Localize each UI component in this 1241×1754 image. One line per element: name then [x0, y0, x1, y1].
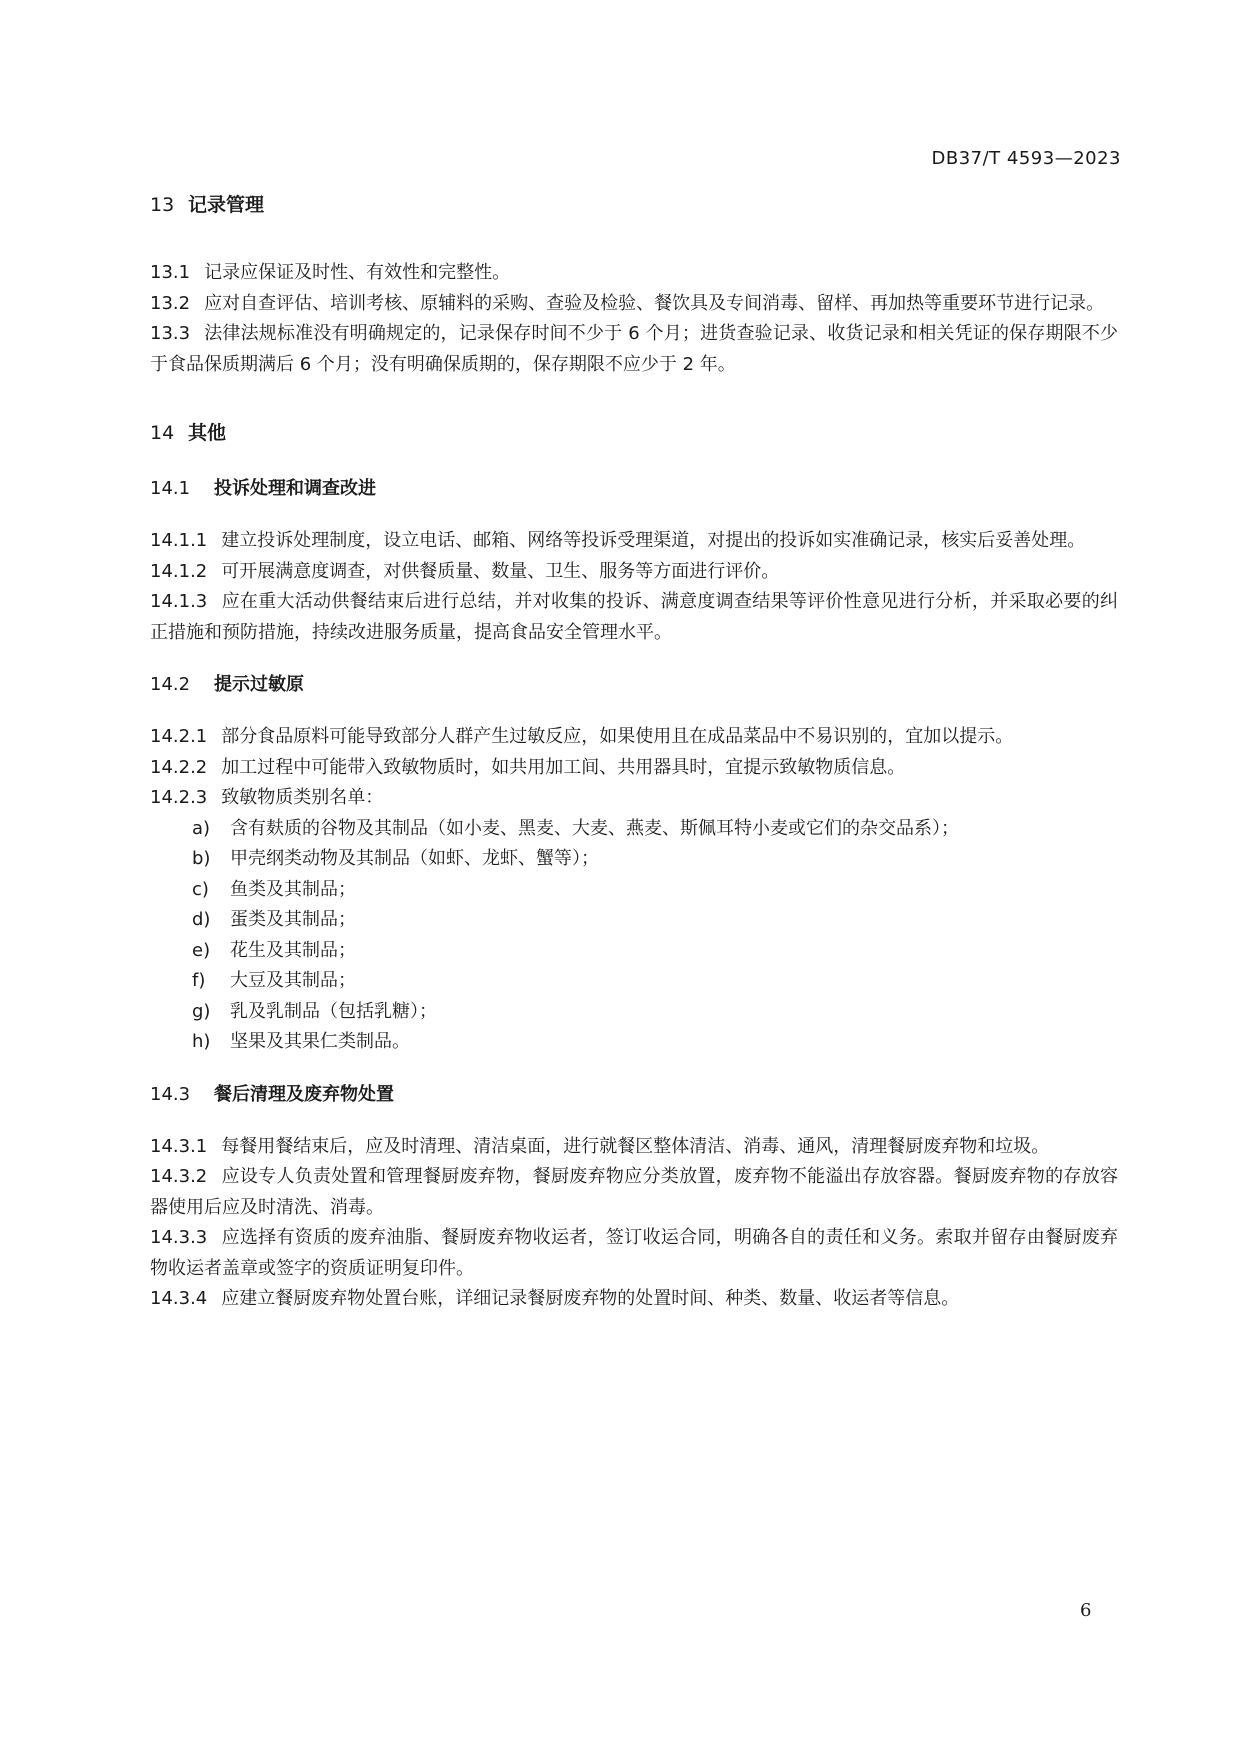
clause-14-3-2	[150, 1162, 1118, 1223]
subsection-title: 投诉处理和调查改进	[214, 478, 376, 499]
clause-text: 加工过程中可能带入致敏物质时，如共用加工间、共用器具时，宜提示致敏物质信息。	[221, 756, 906, 778]
list-item	[150, 875, 1118, 906]
subsection-title: 餐后清理及废弃物处置	[214, 1083, 394, 1105]
list-item	[150, 814, 1118, 845]
document-body	[150, 190, 1118, 1315]
list-marker: f)	[192, 970, 206, 991]
clause-text: 致敏物质类别名单：	[221, 787, 384, 808]
section-title: 其他	[188, 422, 227, 444]
list-item	[150, 905, 1118, 936]
list-item-text: 大豆及其制品；	[230, 970, 356, 991]
clause-number: 14.3.2	[150, 1166, 208, 1187]
clause-13-3	[150, 319, 1118, 380]
clause-text: 应选择有资质的废弃油脂、餐厨废弃物收运者，签订收运合同，明确各自的责任和义务。索取并留存由餐厨废弃物收运者盖章或签字的资质证明复印件。	[150, 1227, 1118, 1279]
clause-number: 14.1.2	[150, 560, 208, 582]
page-number: 6	[1080, 1600, 1092, 1621]
clause-text: 部分食品原料可能导致部分人群产生过敏反应，如果使用且在成品菜品中不易识别的，宜加以提示。	[221, 726, 1014, 747]
list-marker: a)	[192, 817, 211, 839]
list-item-text: 乳及乳制品（包括乳糖）；	[230, 1000, 437, 1022]
section-number: 13	[150, 194, 175, 216]
list-marker: e)	[192, 939, 211, 961]
subsection-heading-14-2	[150, 670, 1118, 700]
list-item-text: 甲壳纲类动物及其制品（如虾、龙虾、蟹等）；	[230, 848, 599, 869]
list-marker: c)	[192, 878, 209, 900]
clause-14-1-3	[150, 587, 1118, 648]
clause-number: 14.2.3	[150, 787, 208, 808]
clause-14-2-1	[150, 722, 1118, 753]
clause-number: 14.1.1	[150, 530, 208, 551]
clause-text: 应建立餐厨废弃物处置台账，详细记录餐厨废弃物的处置时间、种类、数量、收运者等信息。	[221, 1288, 960, 1309]
clause-number: 14.3.1	[150, 1135, 208, 1157]
list-marker: d)	[192, 909, 211, 930]
clause-14-2-3	[150, 783, 1118, 814]
clause-number: 14.3.3	[150, 1227, 208, 1248]
list-marker: g)	[192, 1000, 211, 1022]
list-marker: b)	[192, 848, 211, 869]
clause-text: 记录应保证及时性、有效性和完整性。	[204, 262, 511, 283]
subsection-title: 提示过敏原	[214, 674, 304, 695]
list-item-text: 花生及其制品；	[230, 939, 356, 961]
section-heading-13	[150, 190, 1118, 220]
clause-14-3-1	[150, 1132, 1118, 1163]
clause-text: 应设专人负责处置和管理餐厨废弃物，餐厨废弃物应分类放置，废弃物不能溢出存放容器。餐厨废弃物的存放容器使用后应及时清洗、消毒。	[150, 1166, 1118, 1218]
clause-text: 应在重大活动供餐结束后进行总结，并对收集的投诉、满意度调查结果等评价性意见进行分析，并采取必要的纠正措施和预防措施，持续改进服务质量，提高食品安全管理水平。	[150, 591, 1118, 643]
list-item	[150, 997, 1118, 1028]
clause-text: 可开展满意度调查，对供餐质量、数量、卫生、服务等方面进行评价。	[221, 560, 780, 582]
document-code: DB37/T 4593—2023	[931, 148, 1121, 169]
clause-13-1	[150, 258, 1118, 289]
clause-14-3-3	[150, 1223, 1118, 1284]
clause-text: 法律法规标准没有明确规定的，记录保存时间不少于 6 个月；进货查验记录、收货记录和相关凭证的保存期限不少于食品保质期满后 6 个月；没有明确保质期的，保存期限不应少于 2 年。	[150, 323, 1118, 375]
list-item-text: 坚果及其果仁类制品。	[230, 1031, 410, 1052]
clause-14-3-4	[150, 1284, 1118, 1315]
clause-number: 14.2.1	[150, 726, 208, 747]
clause-text: 每餐用餐结束后，应及时清理、清洁桌面，进行就餐区整体清洁、消毒、通风，清理餐厨废弃物和垃圾。	[221, 1135, 1050, 1157]
list-marker: h)	[192, 1031, 211, 1052]
clause-number: 14.3.4	[150, 1288, 208, 1309]
subsection-number: 14.2	[150, 674, 191, 695]
list-item-text: 含有麸质的谷物及其制品（如小麦、黑麦、大麦、燕麦、斯佩耳特小麦或它们的杂交品系）；	[230, 817, 959, 839]
subsection-heading-14-3	[150, 1080, 1118, 1110]
clause-number: 14.2.2	[150, 756, 208, 778]
list-item-text: 蛋类及其制品；	[230, 909, 356, 930]
clause-number: 13.2	[150, 292, 191, 314]
clause-14-1-2	[150, 557, 1118, 588]
clause-13-2	[150, 289, 1118, 320]
clause-number: 14.1.3	[150, 591, 208, 612]
section-heading-14	[150, 418, 1118, 448]
list-item	[150, 1027, 1118, 1058]
subsection-number: 14.3	[150, 1083, 191, 1105]
subsection-number: 14.1	[150, 478, 191, 499]
list-item	[150, 936, 1118, 967]
clause-text: 应对自查评估、培训考核、原辅料的采购、查验及检验、餐饮具及专间消毒、留样、再加热等重要环节进行记录。	[204, 292, 1105, 314]
list-item	[150, 844, 1118, 875]
list-item	[150, 966, 1118, 997]
clause-number: 13.3	[150, 323, 191, 344]
subsection-heading-14-1	[150, 474, 1118, 504]
section-title: 记录管理	[188, 194, 265, 216]
clause-14-1-1	[150, 526, 1118, 557]
clause-14-2-2	[150, 753, 1118, 784]
section-number: 14	[150, 422, 175, 444]
clause-number: 13.1	[150, 262, 191, 283]
clause-text: 建立投诉处理制度，设立电话、邮箱、网络等投诉受理渠道，对提出的投诉如实准确记录，核实后妥善处理。	[221, 530, 1086, 551]
list-item-text: 鱼类及其制品；	[230, 878, 356, 900]
